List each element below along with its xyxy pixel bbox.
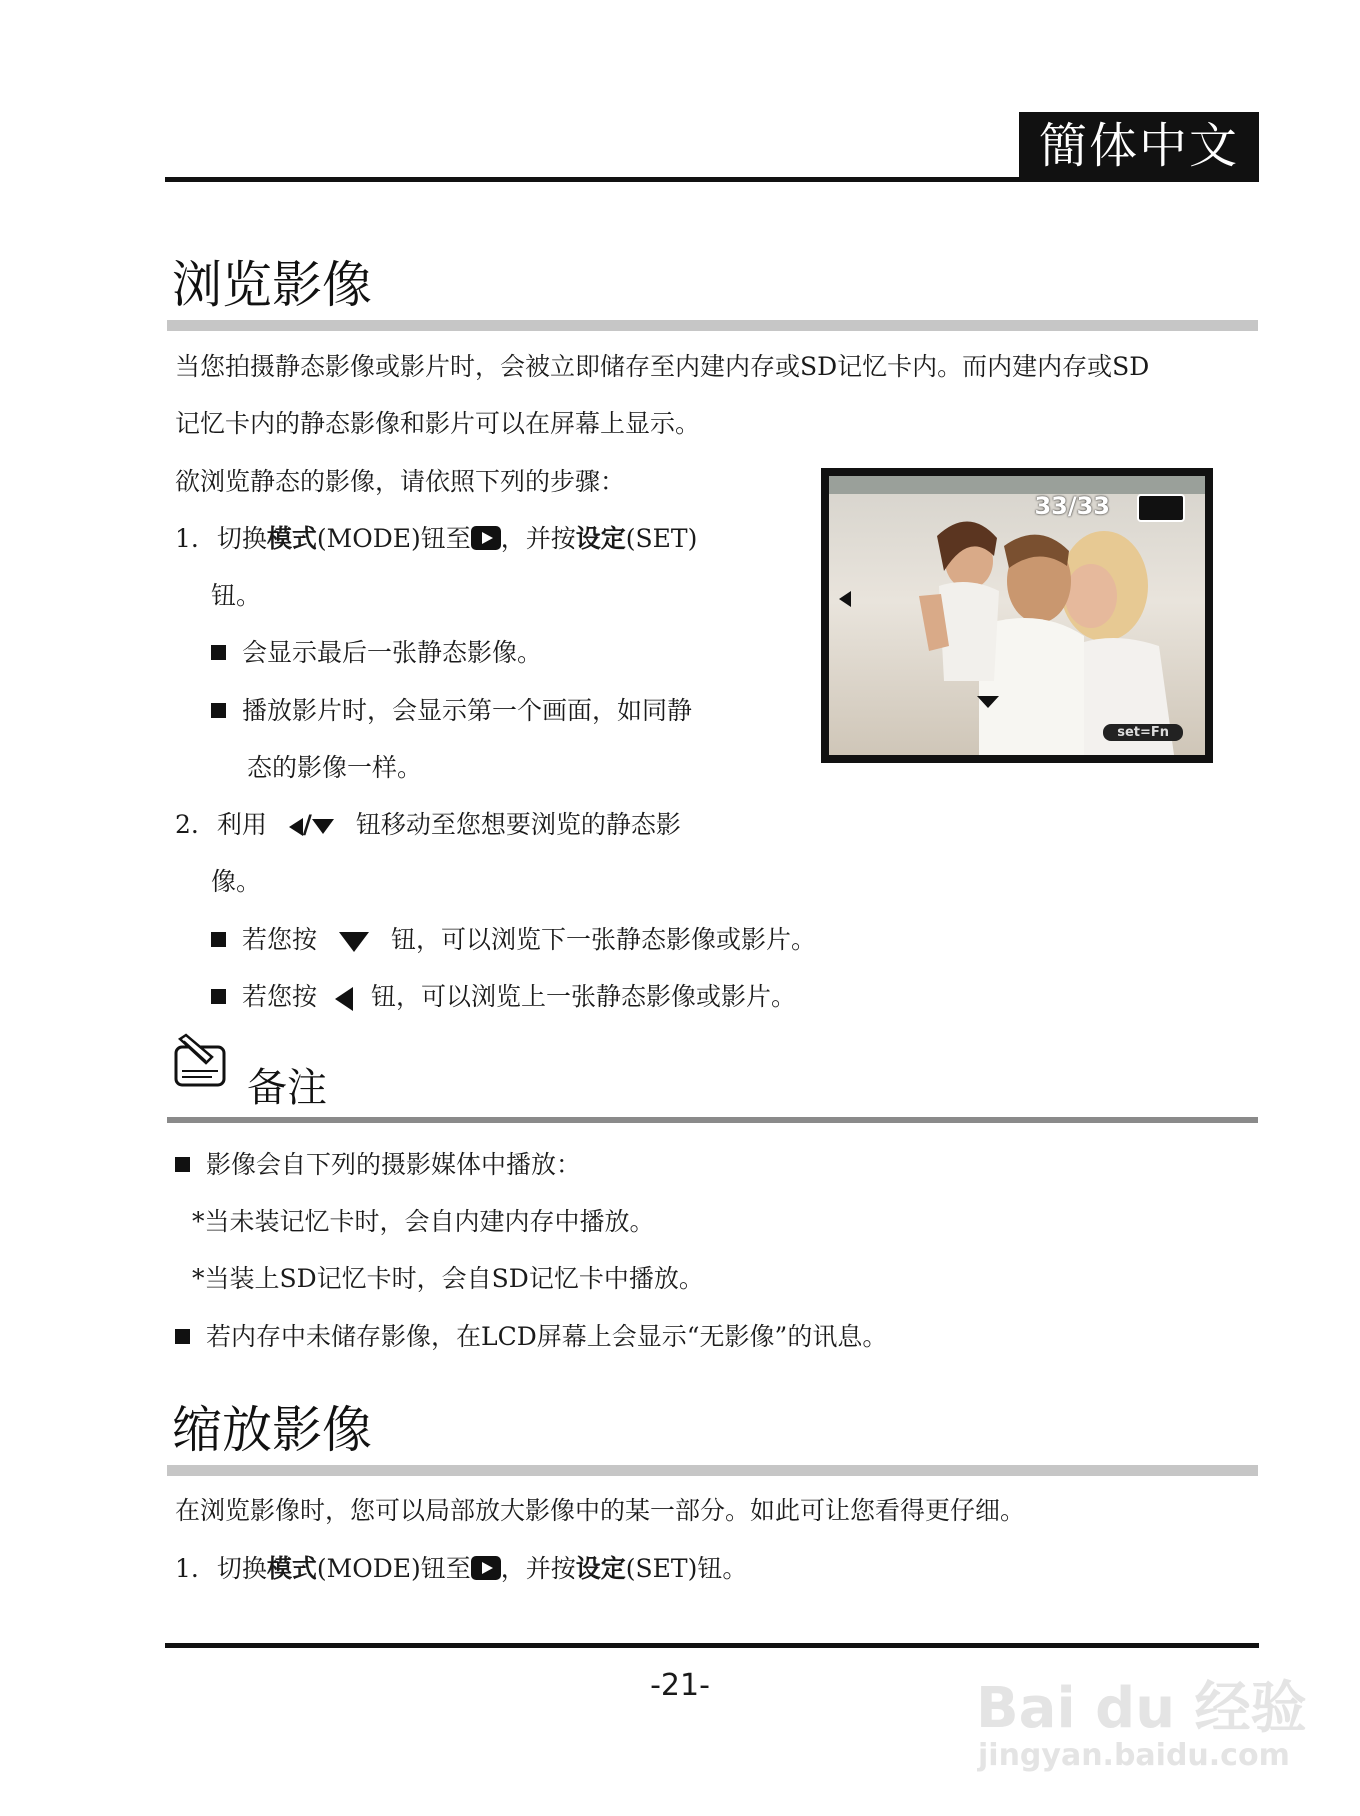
bullet-text: 会显示最后一张静态影像。 [242,638,543,667]
step-1 [175,524,697,554]
note-item [175,1150,581,1180]
bullet-text: 钮，可以浏览下一张静态影像或影片。 [391,925,817,954]
step-2 [175,810,681,840]
bullet-square-icon [211,932,226,947]
bullet-text: 播放影片时，会显示第一个画面，如同静 [242,696,693,725]
note-subline: *当未装记忆卡时，会自内建内存中播放。 [192,1207,655,1236]
note-text: 若内存中未储存影像，在LCD屏幕上会显示“无影像”的讯息。 [206,1322,888,1351]
header-rule [165,177,1259,182]
bullet-square-icon [211,645,226,660]
note-text: 影像会自下列的摄影媒体中播放： [206,1150,582,1179]
image-counter: 33/33 [1034,492,1110,520]
baidu-watermark-logo: Bai du 经验 [976,1676,1307,1741]
note-item [175,1322,887,1352]
down-arrow-icon [339,932,369,952]
bullet-item [211,982,796,1012]
step-number: 1. [175,524,199,553]
set-label: 设定 [575,524,626,553]
zoom-step-1 [175,1554,747,1584]
step-text: 钮移动至您想要浏览的静态影 [355,810,681,839]
footer-rule [165,1643,1259,1648]
step-1-continued: 钮。 [211,581,262,610]
camera-lcd-preview [821,468,1213,763]
step-text: (SET)钮。 [625,1554,748,1583]
step-text: 利用 [216,810,267,839]
step-text: 切换 [216,524,267,553]
bullet-item [211,925,816,955]
playback-mode-icon [471,1556,501,1580]
steps-intro: 欲浏览静态的影像，请依照下列的步骤： [175,467,626,496]
bullet-square-icon [175,1329,190,1344]
left-down-arrow-icon: / [289,810,334,839]
page-number: -21- [650,1668,710,1703]
section-title-zoom: 缩放影像 [172,1401,372,1459]
bullet-square-icon [211,989,226,1004]
note-title: 备注 [247,1065,327,1111]
note-subline: *当装上SD记忆卡时，会自SD记忆卡中播放。 [192,1264,704,1293]
left-arrow-icon [335,987,353,1011]
mode-label: 模式 [266,1554,317,1583]
mode-label: 模式 [266,524,317,553]
step-text: (MODE)钮至 [316,1554,471,1583]
step-text: 切换 [216,1554,267,1583]
intro-line-2: 记忆卡内的静态影像和影片可以在屏幕上显示。 [175,409,701,438]
bullet-item [211,638,542,668]
set-label: 设定 [575,1554,626,1583]
zoom-intro: 在浏览影像时，您可以局部放大影像中的某一部分。如此可让您看得更仔细。 [175,1496,1026,1525]
playback-mode-icon [471,526,501,550]
section-title-browse: 浏览影像 [172,256,372,314]
baidu-watermark-url: jingyan.baidu.com [978,1738,1290,1773]
step-2-continued: 像。 [211,867,262,896]
set-fn-hint: set=Fn [1103,724,1183,741]
section-rule [167,320,1258,331]
section-rule [167,1465,1258,1476]
intro-line-1: 当您拍摄静态影像或影片时，会被立即储存至内建内存或SD记忆卡内。而内建内存或SD [175,352,1150,381]
bullet-square-icon [175,1157,190,1172]
playback-photo [829,476,1205,755]
step-text: ，并按 [500,524,576,553]
bullet-text: 钮，可以浏览上一张静态影像或影片。 [371,982,797,1011]
step-text: ，并按 [500,1554,576,1583]
step-number: 1. [175,1554,199,1583]
bullet-square-icon [211,703,226,718]
language-tab: 簡体中文 [1019,112,1259,180]
step-text: (MODE)钮至 [316,524,471,553]
bullet-item-continued: 态的影像一样。 [247,753,423,782]
bullet-text: 若您按 [242,982,318,1011]
battery-icon [1137,494,1185,522]
step-number: 2. [175,810,199,839]
note-icon [172,1033,228,1093]
bullet-item [211,696,692,726]
bullet-text: 若您按 [242,925,318,954]
step-text: (SET) [625,524,698,553]
note-rule [167,1117,1258,1123]
